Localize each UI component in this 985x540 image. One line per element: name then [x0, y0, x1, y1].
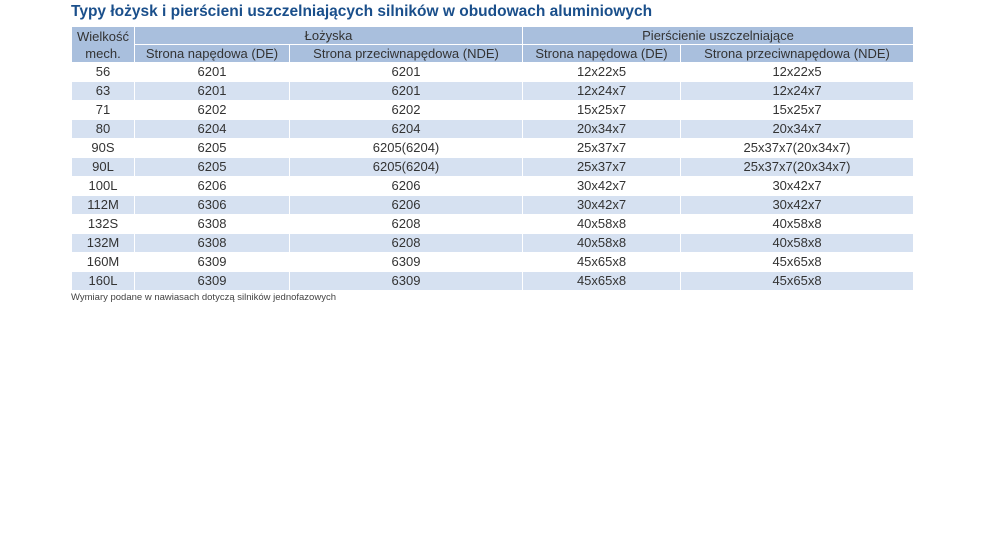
table-body: [72, 63, 914, 291]
cell-bearing-de: 6308: [135, 234, 290, 253]
table-row: [72, 253, 914, 272]
cell-bearing-de: 6201: [135, 82, 290, 101]
cell-bearing-nde: 6201: [290, 82, 523, 101]
cell-frame-size: 132M: [72, 234, 135, 253]
table-row: [72, 177, 914, 196]
cell-bearing-nde: 6206: [290, 196, 523, 215]
bearings-seals-table: [71, 26, 914, 291]
cell-frame-size: 132S: [72, 215, 135, 234]
cell-bearing-de: 6202: [135, 101, 290, 120]
cell-bearing-nde: 6208: [290, 215, 523, 234]
cell-frame-size: 90S: [72, 139, 135, 158]
cell-bearing-nde: 6202: [290, 101, 523, 120]
cell-seal-de: 25x37x7: [523, 139, 681, 158]
cell-bearing-de: 6204: [135, 120, 290, 139]
table-row: [72, 139, 914, 158]
cell-seal-nde: 25x37x7(20x34x7): [681, 139, 914, 158]
cell-seal-de: 30x42x7: [523, 177, 681, 196]
cell-bearing-de: 6205: [135, 158, 290, 177]
cell-frame-size: 56: [72, 63, 135, 82]
cell-bearing-nde: 6205(6204): [290, 139, 523, 158]
cell-frame-size: 100L: [72, 177, 135, 196]
cell-bearing-nde: 6205(6204): [290, 158, 523, 177]
cell-seal-nde: 45x65x8: [681, 253, 914, 272]
cell-seal-nde: 25x37x7(20x34x7): [681, 158, 914, 177]
cell-seal-nde: 40x58x8: [681, 234, 914, 253]
header-row-sub: [72, 45, 914, 63]
cell-seal-de: 40x58x8: [523, 234, 681, 253]
cell-seal-de: 12x24x7: [523, 82, 681, 101]
table-header: [72, 27, 914, 63]
header-seals: Pierścienie uszczelniające: [523, 27, 914, 45]
header-bearing-de: Strona napędowa (DE): [135, 45, 290, 63]
header-frame-size: [72, 27, 135, 63]
cell-bearing-de: 6306: [135, 196, 290, 215]
table-row: [72, 158, 914, 177]
cell-seal-nde: 40x58x8: [681, 215, 914, 234]
cell-frame-size: 160L: [72, 272, 135, 291]
cell-bearing-de: 6205: [135, 139, 290, 158]
cell-seal-nde: 30x42x7: [681, 196, 914, 215]
cell-seal-nde: 30x42x7: [681, 177, 914, 196]
cell-seal-nde: 15x25x7: [681, 101, 914, 120]
cell-bearing-de: 6309: [135, 253, 290, 272]
cell-frame-size: 63: [72, 82, 135, 101]
table-row: [72, 63, 914, 82]
table-row: [72, 196, 914, 215]
cell-bearing-nde: 6309: [290, 272, 523, 291]
cell-seal-de: 45x65x8: [523, 272, 681, 291]
cell-frame-size: 71: [72, 101, 135, 120]
table-row: [72, 101, 914, 120]
cell-bearing-de: 6309: [135, 272, 290, 291]
header-bearings: Łożyska: [135, 27, 523, 45]
cell-seal-nde: 12x24x7: [681, 82, 914, 101]
page-title: Typy łożysk i pierścieni uszczelniających silników w obudowach aluminiowych: [71, 3, 653, 20]
header-frame-size-line2: mech.: [85, 45, 121, 61]
cell-seal-nde: 45x65x8: [681, 272, 914, 291]
cell-seal-nde: 12x22x5: [681, 63, 914, 82]
cell-seal-de: 20x34x7: [523, 120, 681, 139]
cell-seal-de: 15x25x7: [523, 101, 681, 120]
cell-frame-size: 80: [72, 120, 135, 139]
cell-seal-de: 40x58x8: [523, 215, 681, 234]
cell-bearing-nde: 6204: [290, 120, 523, 139]
footnote: Wymiary podane w nawiasach dotyczą silników jednofazowych: [71, 292, 336, 303]
cell-frame-size: 112M: [72, 196, 135, 215]
cell-bearing-de: 6201: [135, 63, 290, 82]
table-row: [72, 234, 914, 253]
table-row: [72, 82, 914, 101]
header-seal-nde: Strona przeciwnapędowa (NDE): [681, 45, 914, 63]
header-row-group: [72, 27, 914, 45]
cell-bearing-de: 6206: [135, 177, 290, 196]
table-row: [72, 272, 914, 291]
table-row: [72, 120, 914, 139]
header-bearing-nde: Strona przeciwnapędowa (NDE): [290, 45, 523, 63]
cell-seal-de: 45x65x8: [523, 253, 681, 272]
cell-bearing-nde: 6309: [290, 253, 523, 272]
cell-seal-de: 12x22x5: [523, 63, 681, 82]
cell-bearing-nde: 6201: [290, 63, 523, 82]
cell-bearing-de: 6308: [135, 215, 290, 234]
header-seal-de: Strona napędowa (DE): [523, 45, 681, 63]
cell-seal-de: 30x42x7: [523, 196, 681, 215]
cell-seal-de: 25x37x7: [523, 158, 681, 177]
header-frame-size-line1: Wielkość: [76, 28, 129, 44]
table-row: [72, 215, 914, 234]
cell-frame-size: 90L: [72, 158, 135, 177]
cell-bearing-nde: 6208: [290, 234, 523, 253]
cell-frame-size: 160M: [72, 253, 135, 272]
cell-bearing-nde: 6206: [290, 177, 523, 196]
cell-seal-nde: 20x34x7: [681, 120, 914, 139]
